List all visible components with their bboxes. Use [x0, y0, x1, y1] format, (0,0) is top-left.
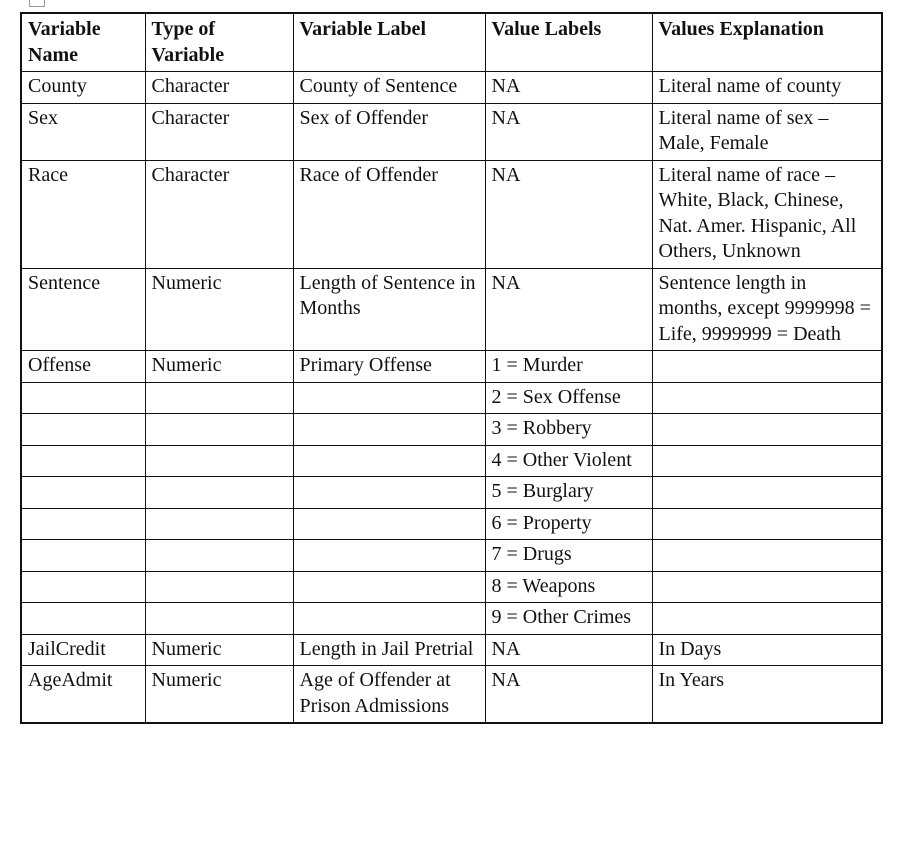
- table-row: [21, 268, 882, 351]
- table-row: [21, 477, 882, 509]
- cell-type: [145, 414, 293, 446]
- cell-type: Numeric: [145, 351, 293, 383]
- table-row: [21, 508, 882, 540]
- cell-label: Primary Offense: [293, 351, 485, 383]
- cell-explanation: Sentence length in months, except 9999998 = Life, 9999999 = Death: [652, 268, 882, 351]
- cell-value-labels: NA: [485, 666, 652, 724]
- cell-label: [293, 603, 485, 635]
- cell-value-labels: 6 = Property: [485, 508, 652, 540]
- table-row: [21, 603, 882, 635]
- cell-explanation: Literal name of sex – Male, Female: [652, 103, 882, 160]
- cell-explanation: [652, 351, 882, 383]
- cell-explanation: [652, 382, 882, 414]
- cell-label: [293, 414, 485, 446]
- cell-label: [293, 477, 485, 509]
- cell-explanation: [652, 445, 882, 477]
- cell-label: Length in Jail Pretrial: [293, 634, 485, 666]
- cell-variable-name: Race: [21, 160, 145, 268]
- cell-variable-name: [21, 603, 145, 635]
- cell-variable-name: Offense: [21, 351, 145, 383]
- table-row: [21, 571, 882, 603]
- cell-label: Race of Offender: [293, 160, 485, 268]
- cell-variable-name: [21, 540, 145, 572]
- codebook-table: [20, 12, 883, 724]
- cell-variable-name: JailCredit: [21, 634, 145, 666]
- cell-label: Age of Offender at Prison Admissions: [293, 666, 485, 724]
- table-row: [21, 414, 882, 446]
- cell-value-labels: 2 = Sex Offense: [485, 382, 652, 414]
- table-row: [21, 103, 882, 160]
- cell-variable-name: [21, 508, 145, 540]
- cell-type: [145, 477, 293, 509]
- cell-type: [145, 508, 293, 540]
- cell-explanation: [652, 477, 882, 509]
- cell-type: [145, 603, 293, 635]
- cell-explanation: Literal name of race – White, Black, Chinese, Nat. Amer. Hispanic, All Others, Unknown: [652, 160, 882, 268]
- cell-variable-name: [21, 571, 145, 603]
- cell-label: [293, 445, 485, 477]
- cell-value-labels: 8 = Weapons: [485, 571, 652, 603]
- cell-label: County of Sentence: [293, 72, 485, 104]
- cell-variable-name: Sex: [21, 103, 145, 160]
- cell-variable-name: [21, 382, 145, 414]
- table-row: [21, 445, 882, 477]
- cell-label: [293, 540, 485, 572]
- cell-value-labels: 7 = Drugs: [485, 540, 652, 572]
- cell-value-labels: 4 = Other Violent: [485, 445, 652, 477]
- cell-explanation: Literal name of county: [652, 72, 882, 104]
- cell-label: [293, 508, 485, 540]
- cell-type: Character: [145, 160, 293, 268]
- cell-explanation: In Years: [652, 666, 882, 724]
- cell-explanation: [652, 603, 882, 635]
- cell-explanation: [652, 508, 882, 540]
- cell-value-labels: 1 = Murder: [485, 351, 652, 383]
- cell-value-labels: 9 = Other Crimes: [485, 603, 652, 635]
- header-variable-name: Variable Name: [21, 13, 145, 72]
- cell-value-labels: NA: [485, 268, 652, 351]
- header-value-labels: Value Labels: [485, 13, 652, 72]
- cell-type: Numeric: [145, 666, 293, 724]
- cell-type: Character: [145, 103, 293, 160]
- cell-type: Numeric: [145, 634, 293, 666]
- cell-value-labels: NA: [485, 72, 652, 104]
- cell-variable-name: [21, 445, 145, 477]
- table-row: [21, 72, 882, 104]
- cell-variable-name: [21, 414, 145, 446]
- header-values-explanation: Values Explanation: [652, 13, 882, 72]
- cell-label: [293, 571, 485, 603]
- checkbox-fragment: [29, 0, 45, 7]
- cell-label: [293, 382, 485, 414]
- cell-label: Sex of Offender: [293, 103, 485, 160]
- header-type-of-variable: Type of Variable: [145, 13, 293, 72]
- cell-type: [145, 382, 293, 414]
- cell-type: [145, 540, 293, 572]
- cell-type: [145, 445, 293, 477]
- cell-variable-name: [21, 477, 145, 509]
- cell-value-labels: NA: [485, 634, 652, 666]
- header-variable-label: Variable Label: [293, 13, 485, 72]
- cell-value-labels: NA: [485, 103, 652, 160]
- table-row: [21, 634, 882, 666]
- table-header: [21, 13, 882, 72]
- cell-variable-name: County: [21, 72, 145, 104]
- table-row: [21, 382, 882, 414]
- cell-explanation: In Days: [652, 634, 882, 666]
- cell-value-labels: 3 = Robbery: [485, 414, 652, 446]
- cell-explanation: [652, 414, 882, 446]
- cell-value-labels: NA: [485, 160, 652, 268]
- header-row: [21, 13, 882, 72]
- cell-type: [145, 571, 293, 603]
- table-row: [21, 160, 882, 268]
- table-row: [21, 540, 882, 572]
- cell-type: Numeric: [145, 268, 293, 351]
- cell-explanation: [652, 571, 882, 603]
- cell-value-labels: 5 = Burglary: [485, 477, 652, 509]
- cell-label: Length of Sentence in Months: [293, 268, 485, 351]
- cell-variable-name: AgeAdmit: [21, 666, 145, 724]
- table-row: [21, 666, 882, 724]
- cell-explanation: [652, 540, 882, 572]
- cell-variable-name: Sentence: [21, 268, 145, 351]
- table-body: [21, 72, 882, 724]
- cell-type: Character: [145, 72, 293, 104]
- table-row: [21, 351, 882, 383]
